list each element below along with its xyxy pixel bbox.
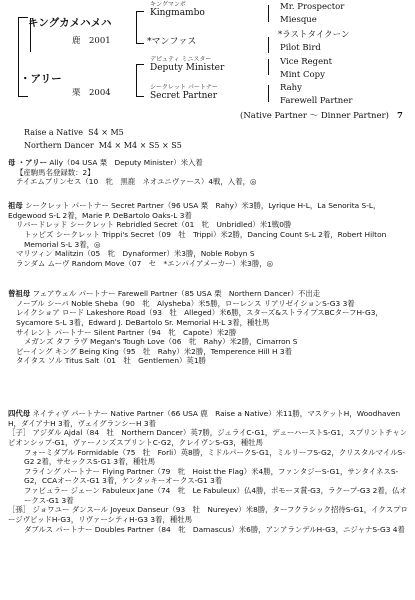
ggp-7: Rahy <box>280 83 302 93</box>
ggp-3: *ラストタイクーン <box>278 30 350 40</box>
g3-line-2: アジダル Ajdal（84 牡 Northern Dancer）英7勝，ジュライC-G1，デューハーストS-G1，スプリントチャンピオンシップ-G1，ヴァーノンズスプリントC-G2，クレイヴンS-G3，種牡馬 <box>8 428 408 447</box>
grandam-line-2: リバードレッド シークレット Rebridled Secret（01 牝 Unbridled）米1戦0勝 <box>16 220 292 230</box>
g2-line-2: ノーブル シーバ Noble Sheba（90 牝 Alysheba）米5勝，ローレンス リアリゼイションS-G3 3着 <box>16 298 355 308</box>
inbreeding-1: Raise a Native S4 × M5 <box>24 128 124 137</box>
sire-sire-kana: キングマンボ <box>150 1 186 8</box>
dam-sire-kana: デピュティ ミニスター <box>150 56 212 63</box>
grandam-line-5: ランダム ムーヴ Random Move（07 セ *エンパイアメーカー）米3勝，◎ <box>16 258 274 268</box>
great-grandam-section <box>8 289 408 366</box>
dam-dam-kana: シークレット パートナー <box>150 84 218 91</box>
ggp-4: Pilot Bird <box>280 43 321 53</box>
g2-line-5: メガンズ タフ ラヴ Megan's Tough Love（06 牝 Rahy）米2勝，Cimarron S <box>24 337 298 347</box>
g2-line-4: サイレント パートナー Silent Partner（94 牝 Capote）米2勝 <box>16 327 237 337</box>
sire-sire-name: Kingmambo <box>150 8 205 18</box>
g3-line-5: ファビュラー ジェーン Fabuleux Jane（74 牝 Le Fabuleux）仏4勝，ポモーヌ賞-G3，ラクープ-G3 2着，仏オークス-G1 3着 <box>24 486 407 505</box>
grandam-line-4: マリツィン Malitzin（05 牝 Dynaformer）米3勝，Noble Robyn S <box>16 249 255 259</box>
nick-note: (Native Partner ～ Dinner Partner) <box>240 111 389 121</box>
child-mark: ［子］ <box>8 428 31 438</box>
dam-section-text: Ally（04 USA 栗 Deputy Minister）米入着 <box>49 158 203 167</box>
grandam-line-3: トッピズ シークレット Trippi's Secret（09 牡 Trippi）米2勝，Dancing Count S-L 2着，Robert Hilton Memorial S-L 3着，◎ <box>24 229 387 249</box>
g3-line-4: フライング パートナー Flying Partner（79 牝 Hoist the Flag）米4勝，ファンタジーS-G1，サンタイネスS-G2，CCAオークス-G1 3着，ケンタッキーオークス-G1 3着 <box>24 466 399 486</box>
g3-grandam-section <box>8 409 408 534</box>
great-grandam-label: 曾祖母 <box>8 289 31 298</box>
dam-dam-name: Secret Partner <box>150 91 217 101</box>
dam-section <box>8 158 408 187</box>
offspring-count: 【産駒馬名登録数：2】 <box>16 167 95 177</box>
ggp-1: Mr. Prospector <box>280 2 345 12</box>
nick-number: 7 <box>397 111 403 121</box>
sire-name: キングカメハメハ <box>28 17 112 29</box>
ggp-2: Miesque <box>280 15 317 25</box>
grandchild-mark: ［孫］ <box>8 505 31 515</box>
g3-line-7: ダブルス パートナー Doubles Partner（84 牝 Damascus）米6勝，アンアランデルH-G3，ニジャナS-G3 4着 <box>24 524 405 534</box>
g3-line-6: ジョワユー ダンスール Joyeux Danseur（93 牡 Nureyev）米8勝，ターフクラシック招待S-G1，イクスプロージヴビッドH-G3，リヴァーシティH-G3 3着，種牡馬 <box>8 505 408 524</box>
dam-sire-name: Deputy Minister <box>150 63 225 73</box>
ggp-5: Vice Regent <box>280 57 332 67</box>
sire-detail: 鹿 2001 <box>72 36 111 46</box>
g2-line-3: レイクショア ロード Lakeshore Road（93 牡 Alleged）米6勝，スターズ&ストライプスBCターフH-G3，Sycamore S-L 3着，Edward J. DeBartolo Sr. Memorial H-L 3着，種牡馬 <box>16 308 383 327</box>
dam-section-name: ・アリー <box>17 158 48 167</box>
grandam-section <box>8 201 408 268</box>
g2-line-6: ビーイング キング Being King（95 牡 Rahy）米2勝，Temperence Hill H 3着 <box>16 346 292 356</box>
ggp-8: Farewell Partner <box>280 96 353 106</box>
grandam-label: 祖母 <box>8 201 23 210</box>
ggp-6: Mint Copy <box>280 70 325 80</box>
grandam-line-1: シークレット パートナー Secret Partner（96 USA 栗 Rahy）米3勝，Lyrique H-L，La Senorita S-L，Edgewood S-L 2着，Marie P. DeBartolo Oaks-L 3着 <box>8 201 381 220</box>
g3-label: 四代母 <box>8 409 31 418</box>
dam-detail: 栗 2004 <box>72 88 111 98</box>
g2-line-7: タイタス ソル Titus Salt（01 牡 Gentlemen）英1勝 <box>16 356 206 366</box>
g3-line-1: ネイティヴ パートナー Native Partner（66 USA 鹿 Raise a Native）米11勝，マスケットH，Woodhaven H，ダイアナH 3着，ヴェイグランシーH 3着 <box>8 409 401 428</box>
g3-line-3: フォーミダブル Formidable（75 牡 Forli）英8勝，ミドルパークS-G1，ミルリーフS-G2，クリスタルマイルS-G2 2着，サセックスS-G1 3着，種牡馬 <box>24 447 405 467</box>
sire-dam-name: *マンファス <box>147 37 197 47</box>
g2-line-1: フェアウェル パートナー Farewell Partner（85 USA 栗 Northern Dancer）不出走 <box>32 289 321 298</box>
dam-name: ・アリー <box>20 73 62 85</box>
offspring-1: テイエムプリンセス（10 牝 黒鹿 ネオユニヴァース）4戦，入着，◎ <box>16 177 257 187</box>
inbreeding-2: Northern Dancer M4 × M4 × S5 × S5 <box>24 141 182 150</box>
dam-label: 母 <box>8 158 16 167</box>
